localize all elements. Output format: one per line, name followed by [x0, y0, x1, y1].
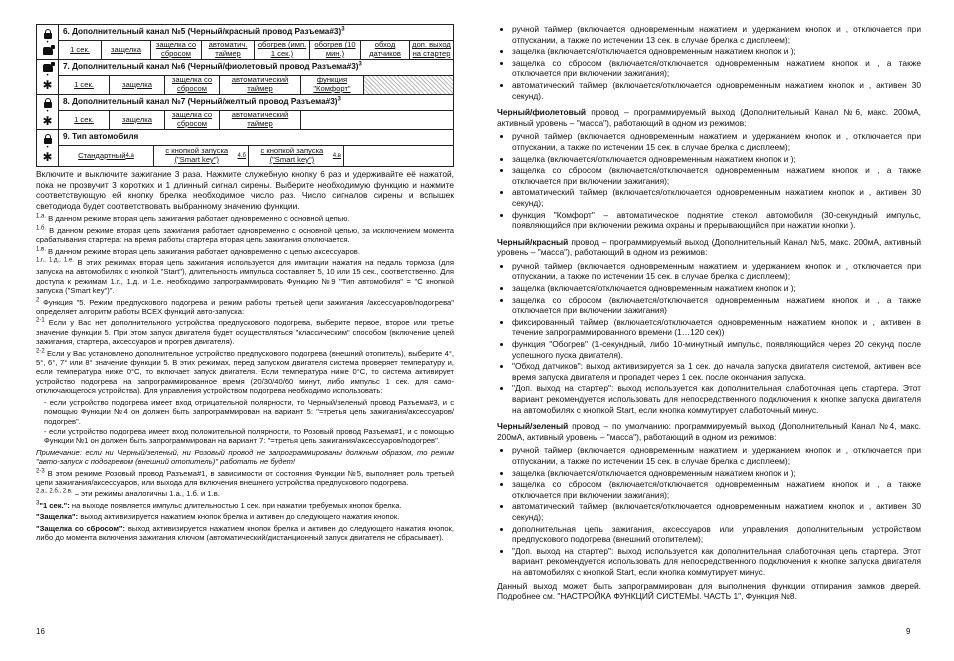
closing-paragraph: Данный выход может быть запрограммирован для выполнения функции отпирания замков дверей. Подробнее см. "НАСТРОЙКА ФУНКЦИЙ СИСТЕМЫ. ЧАСТЬ 1", Функция №8.: [497, 580, 921, 602]
note: Примечание: если ни Черный/зеленый, ни Розовый провод не запрограммированы должным образом, то режим "авто-запуск с подогревом (внешний отопитель)" работать не будет!: [36, 447, 454, 467]
function-9-row: • ✱ 9. Тип автомобиля Стандартный 4.a с кнопкой запуска ("Smart key") 4.б с кнопкой запуска ("Smart key") 4.в: [37, 130, 453, 166]
option: 1 сек.: [59, 76, 110, 94]
footnote: "Защелка": выход активизируется нажатием кнопок брелка и активен до следующего нажатия кнопок.: [36, 512, 400, 522]
list-item: • дополнительная цепь зажигания, аксессуаров или управления дополнительным устройством предпускового подогрева (внешний отопителем);: [512, 524, 921, 545]
footnote: $^{1.a.}$ В данном режиме вторая цепь зажигания работает одновременно с основной цепью.: [36, 213, 350, 224]
function-7-options: [59, 76, 453, 94]
footnote: $^{1.в.}$ В данном режиме вторая цепь зажигания работает одновременно с цепью аксессуаров.: [36, 246, 360, 256]
list-item: • ручной таймер (включается одновременным нажатием и удержанием кнопок и , отключается при отпускании, а также по истечении 13 сек. в случае брелка с дисплеем);: [512, 24, 921, 45]
list-item: • автоматический таймер (включается/отключается одновременным нажатием кнопок и , активен 30 секунд);: [512, 501, 921, 522]
asterisk-icon: ✱: [42, 150, 53, 164]
option: защелка: [110, 76, 165, 94]
list-item: • фиксированный таймер (включается/отключается одновременным нажатием кнопок и , активен в течение запрограммированного времени (1…120 сек)): [512, 317, 921, 338]
list-item: • защелка со сбросом (включается/отключается одновременным нажатием кнопок и , а также отключается при включении зажигания);: [512, 165, 921, 186]
green-list: [497, 445, 921, 577]
list-item: • автоматический таймер (включается/отключается одновременным нажатием кнопок и , активен 30 секунд).: [512, 80, 921, 101]
function-9-title: 9. Тип автомобиля: [59, 130, 453, 146]
option: защелка со сбросом: [165, 111, 220, 129]
list-item: - если устройство подогрева имеет вход отрицательной полярности, то Черный/зеленый провод Разъема#3, и с помощью Функции №4 он должен быть запрограммирован на вариант 5: "=третья цепь зажигания/аксессуаров/подогрев".: [44, 398, 454, 426]
option: с кнопкой запуска ("Smart key") 4.б: [154, 146, 249, 166]
function-6-row: • 6. Дополнительный канал №5 (Черный/красный провод Разъема#3)$^3$ 1 сек. защелка защелка со сбросом автоматич. таймер обогрев (имп. 1 сек.) обогрев (10 мин.) обход датчиков доп. выход на стартер: [37, 25, 453, 60]
option: обход датчиков: [361, 41, 410, 59]
purple-intro: Черный/фиолетовый провод – программируемый выход (Дополнительный Канал №6, макс. 200мА, активный уровень – "масса"), работающий в одном из режимов:: [497, 107, 921, 128]
footnote: $^{1.г., 1.д., 1.е.}$ В этих режимах вторая цепь зажигания используется для имитации нажатия на педаль тормоза (для запуска на автомобилях с кнопкой "Start"), длительность импульса составляет 5, 10 или 15 сек., соответственно. Для доступа к режимам 1.г., 1.д. и 1.е. необходимо запрограммировать Функцию №9 "Тип автомобиля" = "С кнопкой запуска ("Smart key")".: [36, 257, 454, 296]
function-6-title: 6. Дополнительный канал №5 (Черный/красный провод Разъема#3)$^3$: [59, 25, 453, 41]
left-page: [36, 24, 454, 544]
option: защелка со сбросом: [151, 41, 202, 59]
page-number: 16: [36, 627, 45, 636]
list-item: • "Доп. выход на стартер": выход используется как дополнительная слаботочная цепь стартера. Этот вариант рекомендуется использовать для непосредственного подключения к кнопке запуска двигателя на автомобилях с кнопкой Start, если кнопка коммутирует минус.: [512, 546, 921, 578]
function-7-title: 7. Дополнительный канал №6 (Черный/фиолетовый провод Разъема#3)$^3$: [59, 60, 453, 76]
footnote: $^{2-3}$ В этом режиме Розовый провод Разъема#1, в зависимости от состояния Функции №5, выполняет роль третьей цепи зажигания/аксессуаров, или выхода для включения внешнего устройства предпускового подогрева.: [36, 468, 454, 487]
list-item: • защелка (включается/отключается одновременным нажатием кнопок и );: [512, 46, 921, 57]
footnote: $^{2-2}$ Если у Вас установлено дополнительное устройство предпускового подогрева (внешний отопитель), выберите 4°, 5°, 6°, 7° или 8° значение функции 5. В этих режимах, перед запуском двигателя система проверяет температуру и, если температура ниже 0°С, то включает запуск двигателя. Если температура ниже 0°С, то система активирует устройство подогрева на запрограммированное время (20/30/40/60 минут, либо импульс 1 сек. для само-отключающегося устройства). Для управления устройством подогрева необходимо использовать:: [36, 348, 454, 396]
option: защелка со сбросом: [165, 76, 220, 94]
lock-icon: [44, 134, 52, 144]
function-tables: [36, 24, 454, 167]
red-list: [497, 261, 921, 415]
list-item: • "Обход датчиков": выход активизируется за 1 сек. до начала запуска двигателя системой, активен все время запуска двигателя и пропадет через 1 сек. после окончания запуска.: [512, 361, 921, 382]
function-8-options: [59, 111, 453, 129]
option: автоматич. таймер: [202, 41, 255, 59]
footnote: "Защелка со сбросом": выход активизируется нажатием кнопок брелка и активен до следующего нажатия кнопок, либо до момента включения зажигания ключом (автоматический/дистанционный запуск двигателя не сбрасывает).: [36, 523, 454, 542]
option: функция "Комфорт": [301, 76, 364, 94]
option: с кнопкой запуска ("Smart key") 4.в: [249, 146, 344, 166]
option: обогрев (имп. 1 сек.): [255, 41, 310, 59]
list-item: • защелка со сбросом (включается/отключается одновременным нажатием кнопок и , а также отключается при включении зажигания);: [512, 479, 921, 500]
list-item: • "Доп. выход на стартер": выход используется как дополнительная слаботочная цепь стартера. Этот вариант рекомендуется использовать для непосредственного подключения к кнопке запуска двигателя на автомобилях с кнопкой Start, если кнопка коммутирует слаботочный минус.: [512, 383, 921, 415]
hatched-cell: [364, 76, 453, 94]
footnote: $^{1.б.}$ В данном режиме вторая цепь зажигания работает одновременно с основной цепью, за исключением момента срабатывания стартера: на время работы стартера вторая цепь зажигания отключается.: [36, 225, 454, 245]
asterisk-icon: ✱: [42, 78, 53, 92]
option: защелка: [110, 111, 165, 129]
footnote: $^{2.а., 2.б., 2.в.}$ – эти режимы аналогичны 1.а., 1.б. и 1.в.: [36, 488, 220, 499]
heater-dash-list: [36, 398, 454, 446]
top-list: [497, 24, 921, 101]
option: автоматический таймер: [220, 76, 301, 94]
list-item: • ручной таймер (включается одновременным нажатием и удержанием кнопок и , отключается при отпускании, а также по истечении 15 сек. в случае брелка с дисплеем);: [512, 445, 921, 466]
right-page: [497, 24, 921, 605]
footnote: $^{2-1}$ Если у Вас нет дополнительного устройства предпускового подогрева, выберите первое, второе или третье значение функции 5. При этом запуск двигателя будет осуществляться "классическим" способом (включение цепей зажигания, стартера, аксессуаров и прогрев двигателя).: [36, 317, 454, 347]
footnote: $^3$"1 сек.": на выходе появляется импульс длительностью 1 сек. при нажатии требуемых кнопок брелка.: [36, 500, 402, 510]
list-item: • автоматический таймер (включается/отключается одновременным нажатием кнопок и , активен 30 секунд);: [512, 187, 921, 208]
intro-paragraph: Включите и выключите зажигание 3 раза. Нажмите служебную кнопку 6 раз и удерживайте её нажатой, пока не прозвучит 3 коротких и 1 длинный сигнал сирены. Выберите необходимую функцию и нажмите соответствующую ей кнопку брелка необходимое число раз. Число сигналов сирены и вспышек светодиода будет соответствовать выбранному значению функции.: [36, 169, 454, 211]
list-item: • защелка со сбросом (включается/отключается одновременным нажатием кнопок и , а также отключается при включении зажигания): [512, 295, 921, 316]
list-item: • защелка (включается/отключается одновременным нажатием кнопок и );: [512, 468, 921, 479]
function-8-title: 8. Дополнительный канал №7 (Черный/желтый провод Разъема#3)$^3$: [59, 95, 453, 111]
list-item: • защелка (включается/отключается одновременным нажатием кнопок и );: [512, 154, 921, 165]
option: Стандартный 4.a: [59, 146, 154, 166]
function-9-options: [59, 146, 453, 166]
function-7-row: • ✱ 7. Дополнительный канал №6 (Черный/фиолетовый провод Разъема#3)$^3$ 1 сек. защелка защелка со сбросом автоматический таймер функция "Комфорт": [37, 60, 453, 95]
list-item: • защелка со сбросом (включается/отключается одновременным нажатием кнопок и , а также отключается при включении зажигания);: [512, 58, 921, 79]
green-intro: Черный/зеленый провод – по умолчанию: программируемый выход (Дополнительный Канал №4, макс. 200мА, активный уровень – "масса"), работающий в одном из режимов:: [497, 421, 921, 442]
option: доп. выход на стартер: [412, 40, 451, 58]
list-item: • функция "Обогрев" (1-секундный, либо 10-минутный импульс, появляющийся через 20 секунд после успешного пуска двигателя).: [512, 339, 921, 360]
option: обогрев (10 мин.): [310, 41, 361, 59]
list-item: • функция "Комфорт" – автоматическое поднятие стекол автомобиля (30-секундный импульс, появляющийся при включении режима охраны и прерывающийся при нажатии кнопки ).: [512, 210, 921, 231]
footnote: $^2$ Функция "5. Режим предпускового подогрева и режим работы третьей цепи зажигания /аксессуаров/подогрева" определяет алгоритм работы ВСЕХ функций авто-запуска:: [36, 297, 454, 317]
asterisk-icon: ✱: [42, 114, 53, 128]
function-6-options: [59, 41, 453, 59]
list-item: • ручной таймер (включается одновременным нажатием и удержанием кнопок и , отключается при отпускании, а также по истечении 15 сек. в случае брелка с дисплеем);: [512, 131, 921, 152]
list-item: • ручной таймер (включается одновременным нажатием и удержанием кнопок и , отключается при отпускании, а также по истечении 15 сек. в случае брелка с дисплеем);: [512, 261, 921, 282]
function-8-row: • ✱ 8. Дополнительный канал №7 (Черный/желтый провод Разъема#3)$^3$ 1 сек. защелка защелка со сбросом автоматический таймер: [37, 95, 453, 130]
lock-icon: [44, 29, 52, 39]
option: 1 сек.: [59, 41, 102, 59]
car-trunk-icon: [43, 47, 53, 55]
option: 1 сек.: [59, 111, 110, 129]
page-number: 9: [906, 627, 911, 636]
list-item: • защелка (включается/отключается одновременным нажатием кнопок и );: [512, 283, 921, 294]
purple-list: [497, 131, 921, 230]
option: защелка: [102, 41, 151, 59]
list-item: - если устройство подогрева имеет вход положительной полярности, то Розовый провод Разъема#1, и с помощью Функции №1 он должен быть запрограммирован на вариант 7: "=третья цепь зажигания/аксессуаров/подогрев".: [44, 427, 454, 446]
lock-icon: [44, 98, 52, 108]
red-intro: Черный/красный провод – программируемый выход (Дополнительный Канал №5, макс. 200мА, активный уровень – "масса"), работающий в одном из режимов:: [497, 236, 922, 258]
option: автоматический таймер: [220, 111, 301, 129]
car-trunk-icon: [43, 64, 53, 72]
